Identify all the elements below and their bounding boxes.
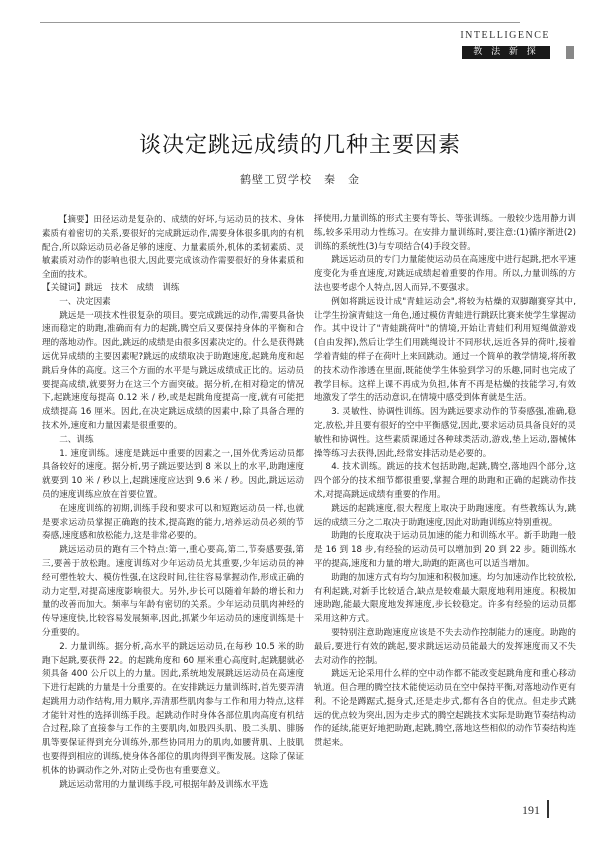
- paragraph: 2. 力量训练。据分析,高水平的跳远运动员,在每秒 10.5 米的助跑下起跳,要获得 22。的起跳角度和 60 厘米重心高度时,起跳腿就必须具备 400 公斤以上的力量。因此,系统地发展跳远运动员在高速度下进行起跳的力量是十分重要的。在安排跳远力量训练时,首先要弄清起跳用力动作结构,用力顺序,弄清那些肌肉参与工作和用力特点,这样才能针对性的选择训练手段。起跳动作时身体各部位肌肉高度有机结合过程,除了直接参与工作的主要肌肉,如股四头肌、股二头肌、腓肠肌等要保证得到充分训练外,那些协同用力的肌肉,如腰背肌、上肢肌也要得到相应的训练,使身体各部位的肌肉得到平衡发展。这除了保证机体的协调动作之外,对防止受伤也有重要意义。: [42, 641, 304, 776]
- paragraph: 1. 速度训练。速度是跳远中重要的因素之一,国外优秀运动员都具备较好的速度。据分析,男子跳远要达到 8 米以上的水平,助跑速度就要到 10 米 / 秒以上,起跳速度应达到 9.6 米 / 秒。因此,跳远运动员的速度训练应放在首要位置。: [42, 448, 304, 500]
- paragraph: 3. 灵敏性、协调性训练。因为跳远要求动作的节奏感强,准确,稳定,放松,并且要有很好的空中平衡感觉,因此,要求运动员具备良好的灵敏性和协调性。这些素质课通过各种球类活动,游戏,垫上运动,器械体操等练习去获得,因此,经常安排活动是必要的。: [314, 407, 576, 459]
- abstract: 【摘要】田径运动是复杂的、成绩的好坏,与运动员的技术、身体素质有着密切的关系,要很好的完成跳远动作,需要身体很多肌肉的有机配合,所以除运动员必备足够的速度、力量素质外,机体的柔韧素质、灵敏素质对动作的影响也很大,因此要完成该动作需要很好的身体素质和全面的技术。: [42, 214, 304, 280]
- paragraph: 跳远无论采用什么样的空中动作都不能改变起跳角度和重心移动轨道。但合理的腾空技术能使运动员在空中保持平衡,对落地动作更有利。不论是蹲踞式,挺身式,还是走步式,都有各自的优点。但走步式跳远的优点较为突出,因为走步式的腾空起跳技术实际是助跑节奏结构动作的延续,能更好地把助跑,起跳,腾空,落地这些相似的动作节奏结构连贯起来。: [314, 669, 576, 749]
- paragraph: 跳远的起跳速度,很大程度上取决于助跑速度。有些教练认为,跳远的成绩三分之二取决于助跑速度,因此对助跑训练应特别重视。: [314, 503, 576, 528]
- header-rule: [40, 22, 520, 23]
- paragraph: 例如将跳远设计成"青蛙运动会",将较为枯燥的双脚蹦赛穿其中,让学生扮演青蛙这一角色,通过模仿青蛙进行跳跃比赛来使学生掌握动作。其中设计了"青蛙跳荷叶"的情境,开始让青蛙们利用短绳做游戏(自由发挥),然后让学生们用跳绳设计不同形状,远近各异的荷叶,接着学着青蛙的样子在荷叶上来回跳动。通过一个简单的教学情境,将所教的技术动作渗透在里面,既能使学生体验到学习的乐趣,同时也完成了教学目标。这样上课不再成为负担,体育不再是枯燥的技能学习,有效地激发了学生的活动意识,在情境中感受到体育就是生活。: [314, 296, 576, 404]
- article-title: 谈决定跳远成绩的几种主要因素: [138, 133, 461, 158]
- article-author: 鹤壁工贸学校 秦 金: [240, 173, 360, 186]
- page-number-rule: [547, 800, 549, 818]
- left-column: [42, 213, 304, 792]
- paragraph: 跳远运动常用的力量训练手段,可根据年龄及训练水平选: [59, 779, 269, 790]
- paragraph: 助跑的长度取决于运动员加速的能力和训练水平。新手助跑一般是 16 到 18 步,有经验的运动员可以增加到 20 到 22 步。随训练水平的提高,速度和力量的增大,助跑的距离也可以适当增加。: [314, 531, 576, 569]
- section-tag-accent: [566, 46, 574, 59]
- page-number: 191: [522, 803, 540, 817]
- paragraph: 要特别注意助跑速度应该是不失去动作控制能力的速度。助跑的最后,要进行有效的跳起,要求跳远运动员能最大的发挥速度而又不失去对动作的控制。: [314, 627, 576, 666]
- right-column: [314, 213, 576, 751]
- section-heading-factors: 一、决定因素: [59, 296, 111, 307]
- paragraph: 跳远是一项技术性很复杂的项目。要完成跳远的动作,需要具备快速而稳定的助跑,准确而有力的起跳,腾空后又要保持身体的平衡和合理的落地动作。因此,跳远的成绩是由很多因素决定的。什么是获得跳远优异成绩的主要因素呢?跳远的成绩取决于助跑速度,起跳角度和起跳后身体的高度。这三个方面的水平是与跳远成绩成正比的。运动员要提高成绩,就要努力在这三个方面突破。据分析,在相对稳定的情况下,起跳速度每提高 0.12 米 / 秒,或是起跳角度提高一度,就有可能把成绩提高 16 厘米。因此,在决定跳远成绩的因素中,除了具备合理的技术外,速度和力量因素是很重要的。: [42, 310, 304, 431]
- journal-brand: INTELLIGENCE: [460, 30, 550, 41]
- paragraph: 助跑的加速方式有均匀加速和积极加速。均匀加速动作比较放松,有利起跳,对新手比较适合,缺点是较难最大限度地利用速度。积极加速助跑,能最大限度地发挥速度,步长较稳定。许多有经验的运动员都采用这种方式。: [314, 572, 576, 625]
- paragraph: 跳远运动员的专门力量能使运动员在高速度中进行起跳,把水平速度变化为垂直速度,对跳远成绩起着重要的作用。所以,力量训练的方法也要考虑个人特点,因人而异,不要强求。: [314, 255, 576, 293]
- paragraph: 跳远运动员的跑有三个特点:第一,重心要高,第二,节奏感要强,第三,要善于放松跑。速度训练对少年运动员尤其重要,少年运动员的神经可塑性较大、模仿性强,在这段时间,往往容易掌握动作,形成正确的动力定型,对提高速度影响很大。另外,步长可以随着年龄的增长和力量的改善而加大。频率与年龄有密切的关系。少年运动员肌肉神经的传导速度快,比较容易发展频率,因此,抓紧少年运动员的速度训练是十分重要的。: [42, 545, 304, 638]
- keywords: 【关键词】跳远 技术 成绩 训练: [42, 282, 180, 293]
- section-heading-training: 二、训练: [59, 434, 94, 445]
- paragraph: 4. 技术训练。跳远的技术包括助跑,起跳,腾空,落地四个部分,这四个部分的技术细节都很重要,掌握合理的助跑和正确的起跳动作技术,对提高跳远成绩有重要的作用。: [314, 462, 576, 500]
- paragraph: 在速度训练的初期,训练手段和要求可以和短跑运动员一样,也就是要求运动员掌握正确跑的技术,提高跑的能力,培养运动员必须的节奏感,速度感和放松能力,这是非常必要的。: [42, 503, 304, 542]
- paragraph: 择使用,力量训练的形式主要有等长、等张训练。一般较少选用静力训练,较多采用动力性练习。在安排力量训练时,要注意:(1)循序渐进(2)训练的系统性(3)与专项结合(4)手段交替。: [314, 214, 576, 252]
- section-tag: 教 法 新 探: [462, 46, 550, 59]
